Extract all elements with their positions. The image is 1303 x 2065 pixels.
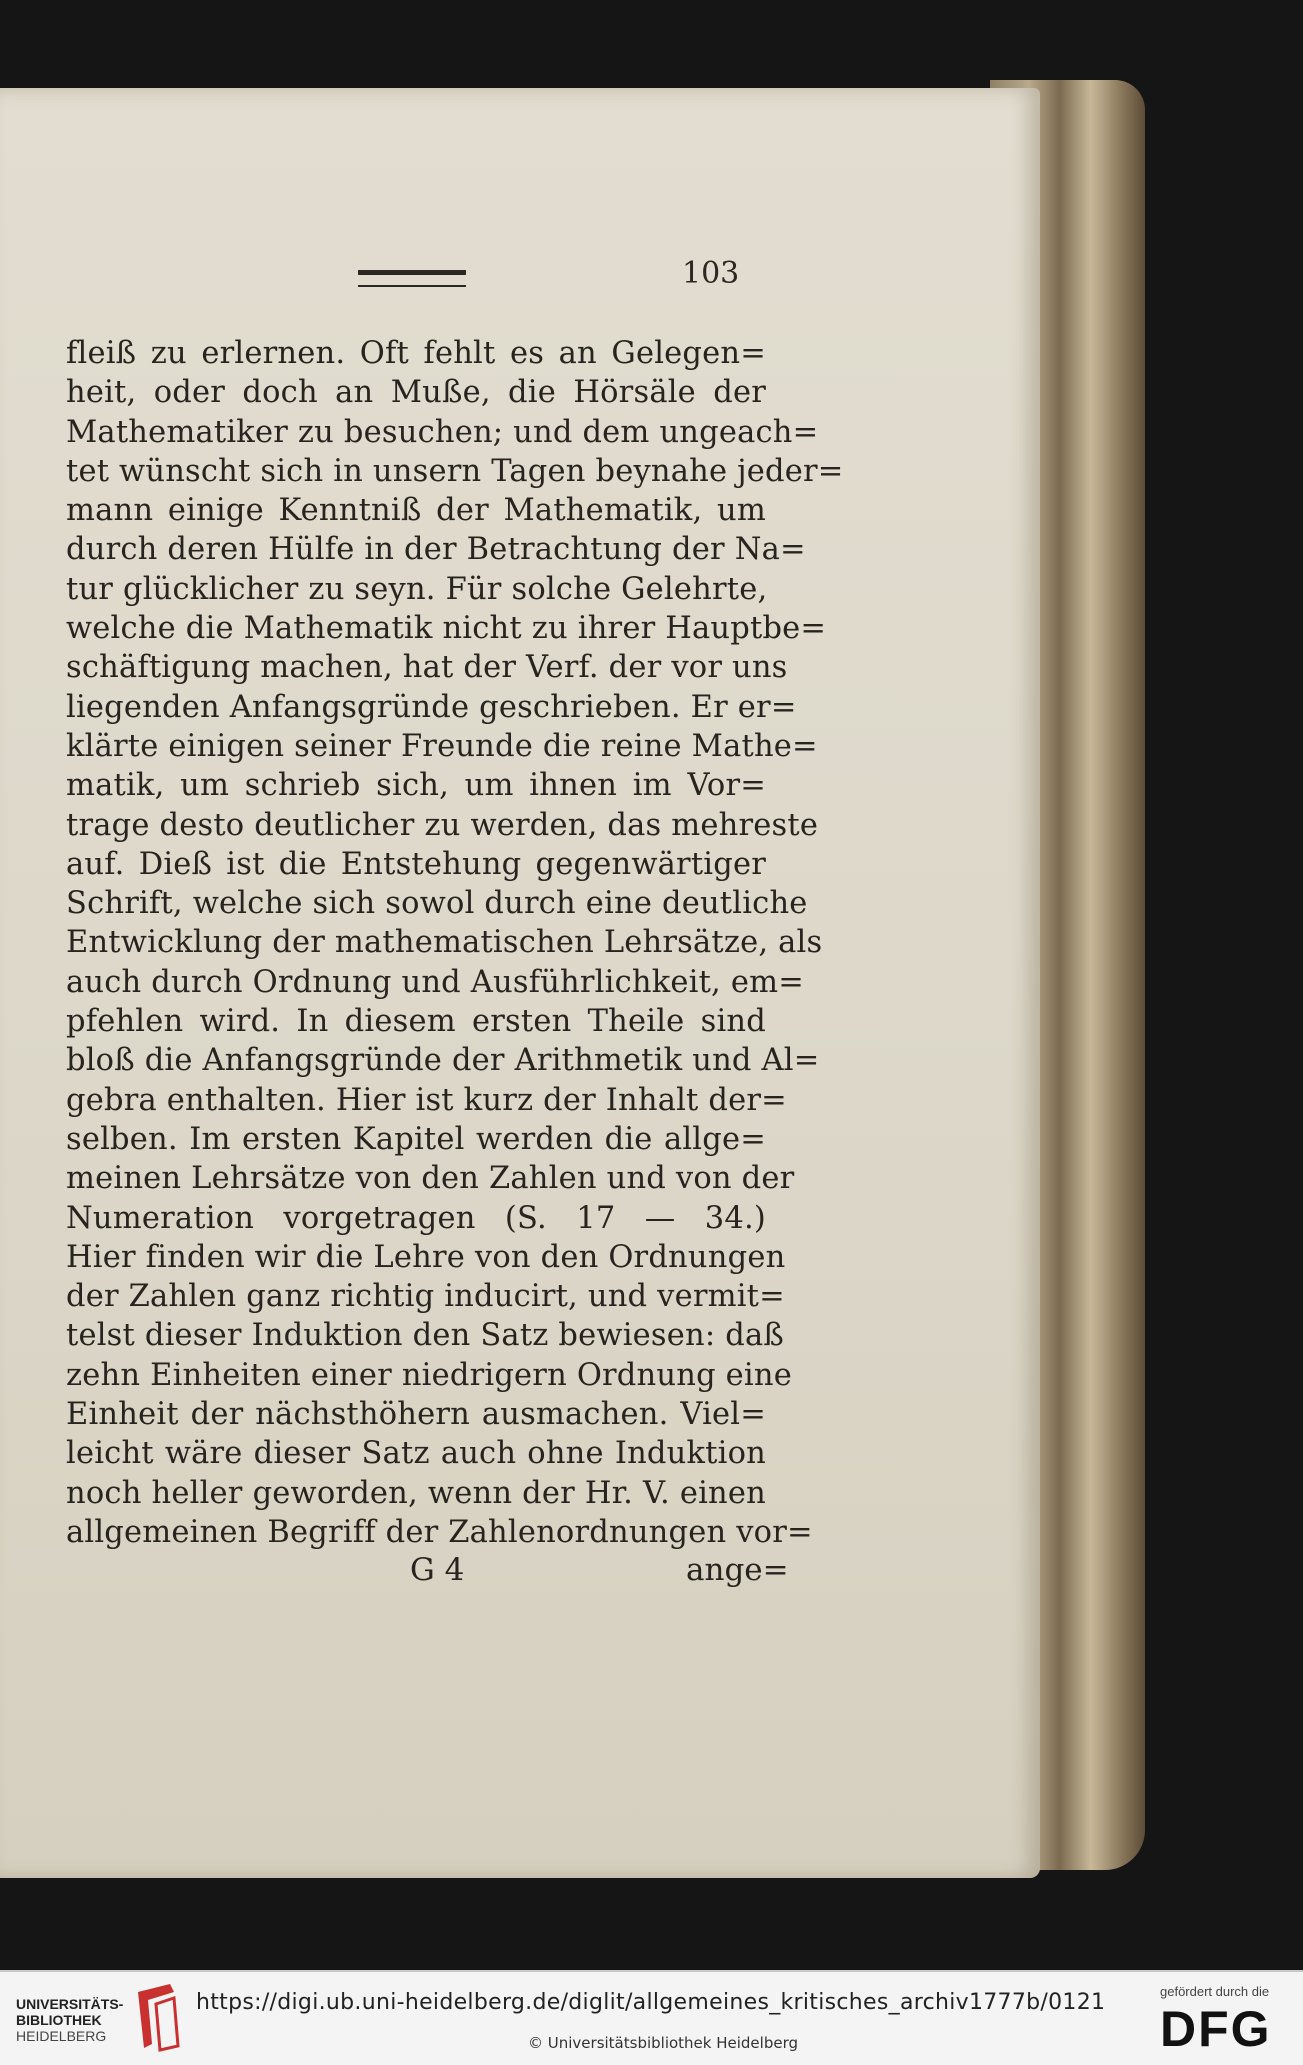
text-line: Schrift, welche sich sowol durch eine deutliche [66, 886, 808, 922]
dfg-logo-text: DFG [1160, 2002, 1272, 2052]
text-line: schäftigung machen, hat der Verf. der vor uns [66, 650, 788, 686]
text-line: leicht wäre dieser Satz auch ohne Induktion [66, 1436, 766, 1472]
library-name-line: UNIVERSITÄTS- [16, 1996, 124, 2012]
viewer-footer [0, 1970, 1303, 2065]
text-line: Mathematiker zu besuchen; und dem ungeach= [66, 414, 819, 450]
library-name-line: BIBLIOTHEK [16, 2012, 102, 2028]
page-number: 103 [682, 256, 740, 291]
text-line: auf. Dieß ist die Entstehung gegenwärtiger [66, 846, 766, 882]
text-line: mann einige Kenntniß der Mathematik, um [66, 493, 766, 529]
text-line: heit, oder doch an Muße, die Hörsäle der [66, 375, 766, 411]
text-line: pfehlen wird. In diesem ersten Theile sind [66, 1004, 766, 1040]
catchword: ange= [686, 1552, 789, 1588]
text-line: meinen Lehrsätze von den Zahlen und von der [66, 1161, 795, 1197]
text-line: zehn Einheiten einer niedrigern Ordnung eine [66, 1357, 792, 1393]
text-line: telst dieser Induktion den Satz bewiesen: daß [66, 1318, 784, 1354]
text-line: allgemeinen Begriff der Zahlenordnungen vor= [66, 1514, 813, 1550]
text-line: fleiß zu erlernen. Oft fehlt es an Gelegen= [66, 336, 766, 371]
text-line: tet wünscht sich in unsern Tagen beynahe jeder= [66, 453, 844, 489]
text-line: Hier finden wir die Lehre von den Ordnungen [66, 1239, 786, 1275]
library-logo-text[interactable] [16, 1996, 123, 2044]
text-line: trage desto deutlicher zu werden, das mehreste [66, 807, 819, 843]
text-line: klärte einigen seiner Freunde die reine Mathe= [66, 728, 818, 764]
body-text [66, 334, 844, 1552]
text-line: noch heller geworden, wenn der Hr. V. einen [66, 1475, 766, 1511]
signature-mark: G 4 [410, 1552, 465, 1588]
text-line: selben. Im ersten Kapitel werden die allge= [66, 1121, 766, 1157]
page-url-link[interactable]: https://digi.ub.uni-heidelberg.de/diglit/allgemeines_kritisches_archiv1777b/0121 [196, 1990, 1106, 2015]
text-line: matik, um schrieb sich, um ihnen im Vor= [66, 768, 766, 804]
dfg-caption: gefördert durch die [1160, 1984, 1270, 1999]
text-line: welche die Mathematik nicht zu ihrer Hauptbe= [66, 611, 827, 647]
library-name-line: HEIDELBERG [16, 2028, 107, 2044]
ub-heidelberg-logo-icon[interactable] [130, 1982, 182, 2052]
dfg-logo-icon[interactable] [1160, 2002, 1284, 2052]
text-line: durch deren Hülfe in der Betrachtung der Na= [66, 532, 806, 568]
text-line: liegenden Anfangsgründe geschrieben. Er er= [66, 689, 797, 725]
text-line: gebra enthalten. Hier ist kurz der Inhalt der= [66, 1082, 787, 1118]
copyright-notice: © Universitätsbibliothek Heidelberg [528, 2034, 799, 2052]
text-line: Numeration vorgetragen (S. 17 — 34.) [66, 1200, 766, 1236]
header-rule [358, 270, 466, 287]
text-line: tur glücklicher zu seyn. Für solche Gelehrte, [66, 571, 768, 607]
text-line: auch durch Ordnung und Ausführlichkeit, em= [66, 964, 804, 1000]
text-line: der Zahlen ganz richtig inducirt, und vermit= [66, 1279, 785, 1315]
text-line: Einheit der nächsthöhern ausmachen. Viel= [66, 1397, 766, 1433]
text-line: Entwicklung der mathematischen Lehrsätze, als [66, 925, 823, 961]
text-line: bloß die Anfangsgründe der Arithmetik und Al= [66, 1043, 820, 1079]
